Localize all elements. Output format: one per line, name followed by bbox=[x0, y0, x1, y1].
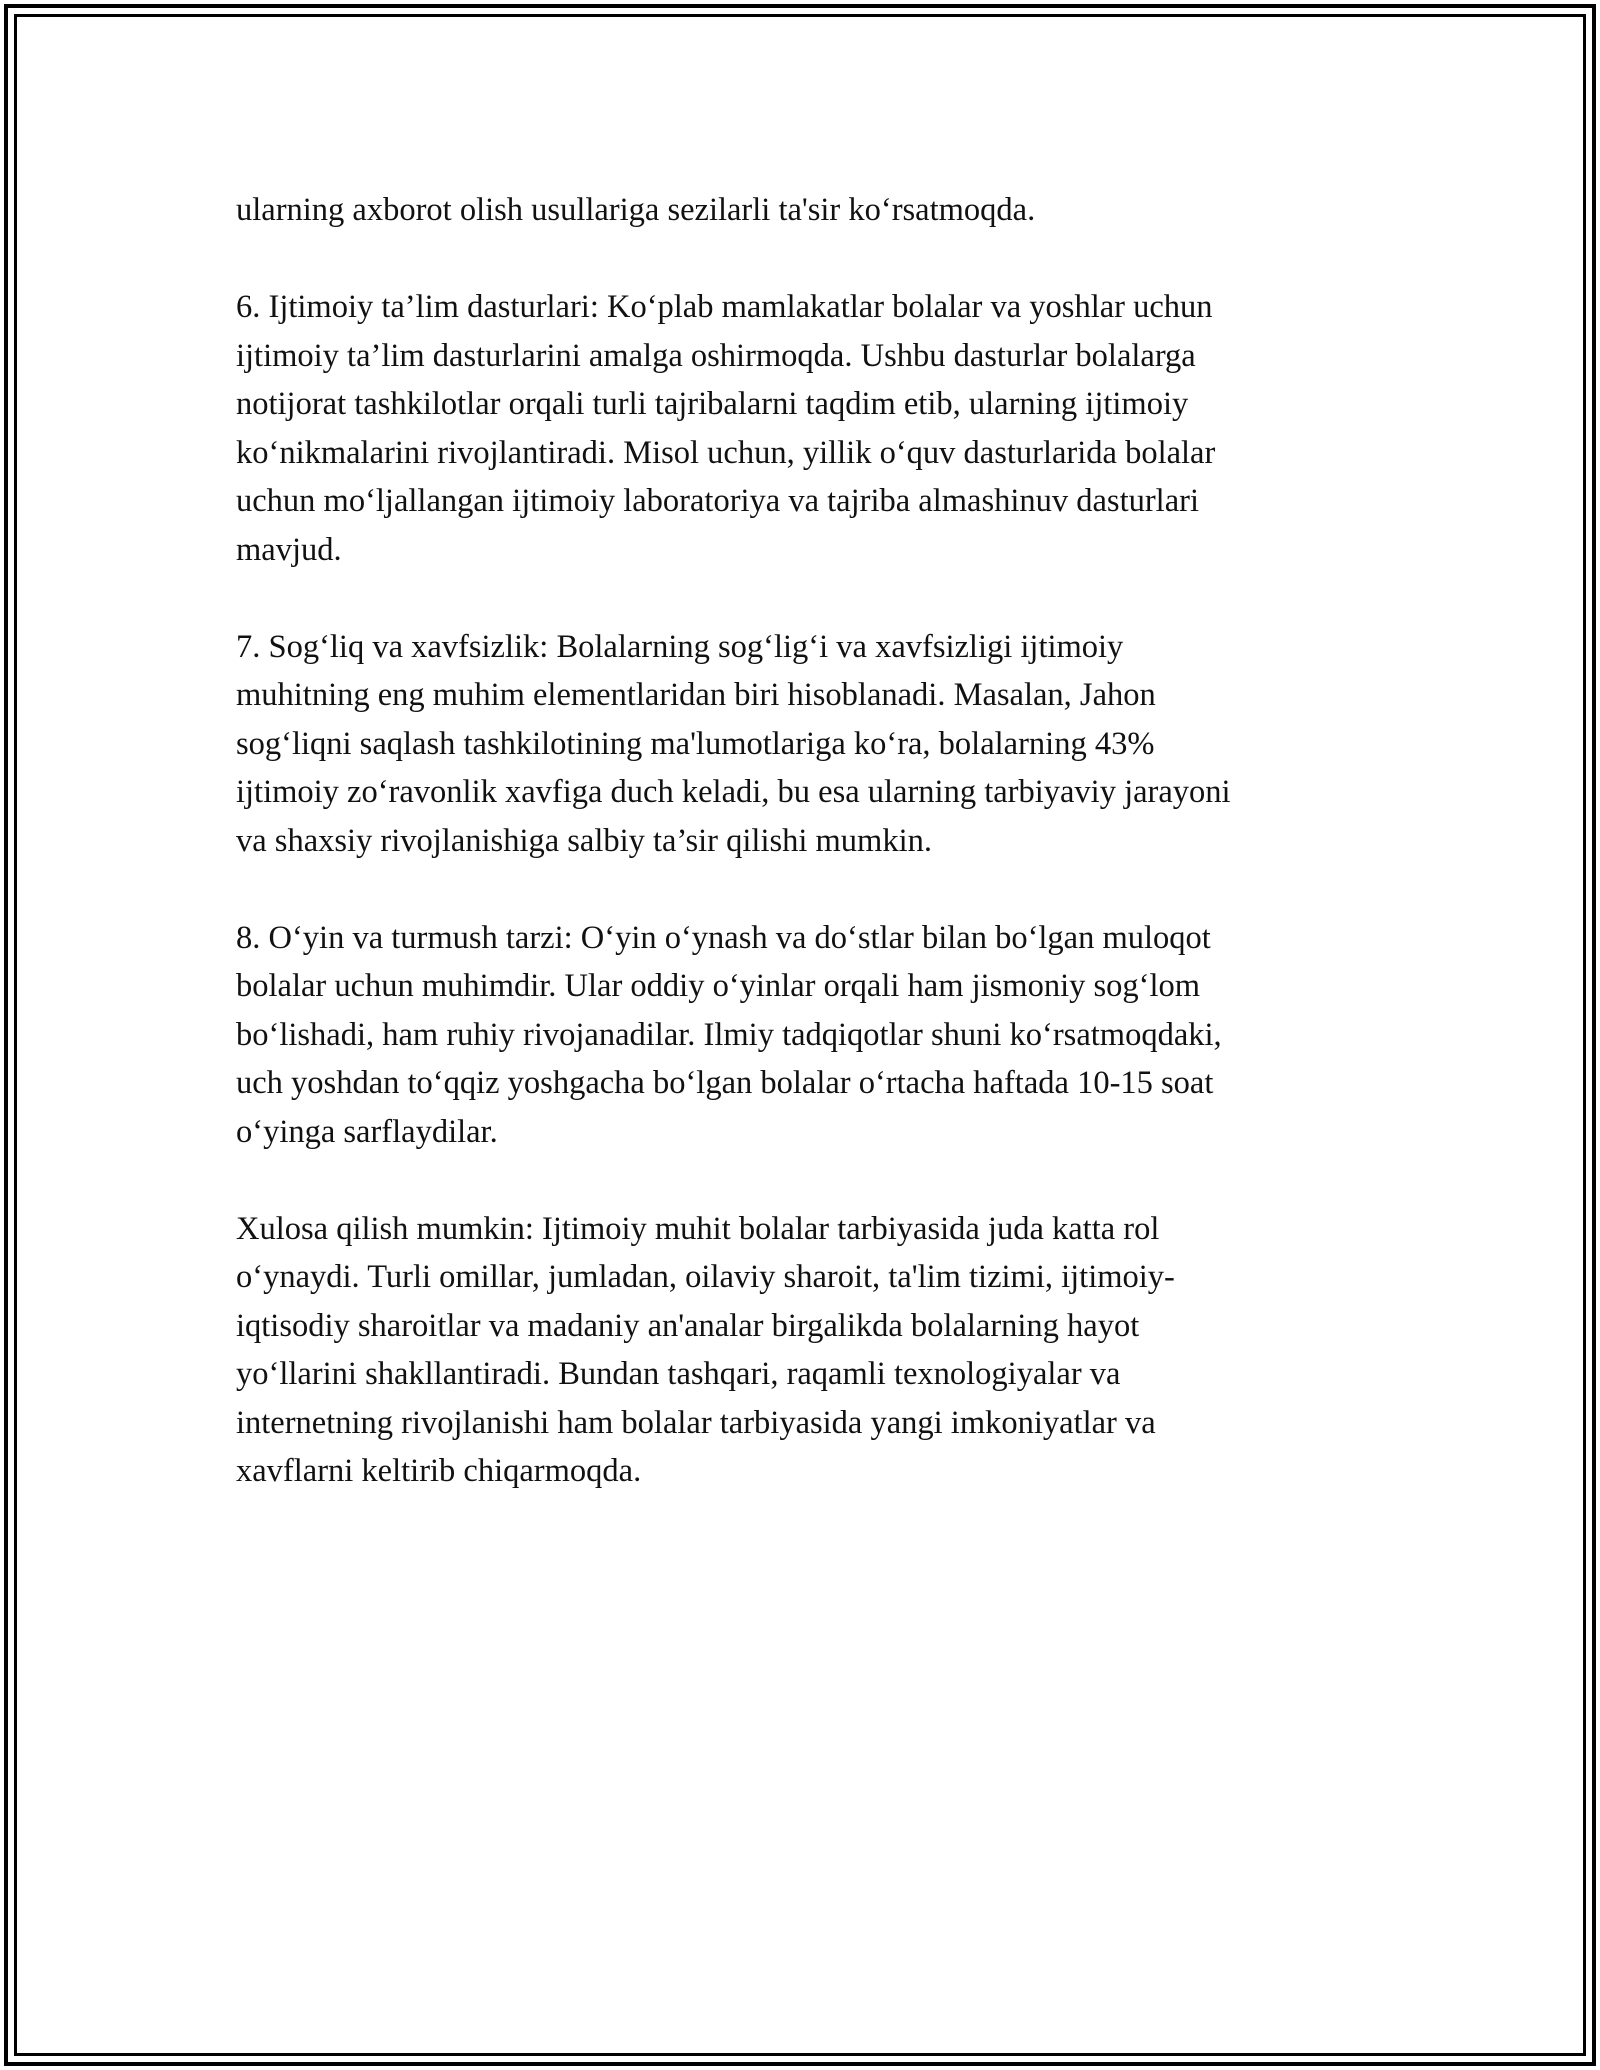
paragraph-conclusion: Xulosa qilish mumkin: Ijtimoiy muhit bolalar tarbiyasida juda katta rol oʻynaydi. Turli omillar, jumladan, oilaviy sharoit, ta'lim tizimi, ijtimoiy- iqtisodiy sharoitlar va madaniy an'analar birgalikda bolalarning hayot yoʻllarini shakllantiradi. Bundan tashqari, raqamli texnologiyalar va internetning rivojlanishi ham bolalar tarbiyasida yangi imkoniyatlar va xavflarni keltirib chiqarmoqda. bbox=[236, 1210, 1175, 1489]
paragraph-social-education-programs: 6. Ijtimoiy ta’lim dasturlari: Koʻplab mamlakatlar bolalar va yoshlar uchun ijtimoiy ta’lim dasturlarini amalga oshirmoqda. Ushbu dasturlar bolalarga notijorat tashkilotlar orqali turli tajribalarni taqdim etib, ularning ijtimoiy koʻnikmalarini rivojlantiradi. Misol uchun, yillik oʻquv dasturlarida bolalar uchun moʻljallangan ijtimoiy laboratoriya va tajriba almashinuv dasturlari mavjud. bbox=[236, 289, 1216, 568]
paragraph-play-and-lifestyle: 8. Oʻyin va turmush tarzi: Oʻyin oʻynash va doʻstlar bilan boʻlgan muloqot bolalar uchun muhimdir. Ular oddiy oʻyinlar orqali ham jismoniy sogʻlom boʻlishadi, ham ruhiy rivojanadilar. Ilmiy tadqiqotlar shuni koʻrsatmoqdaki, uch yoshdan toʻqqiz yoshgacha boʻlgan bolalar oʻrtacha haftada 10-15 soat oʻyinga sarflaydilar. bbox=[236, 919, 1222, 1150]
paragraph-continuation: ularning axborot olish usullariga sezilarli ta'sir koʻrsatmoqda. bbox=[236, 192, 1036, 228]
document-body bbox=[236, 186, 1366, 1496]
paragraph-health-and-safety: 7. Sogʻliq va xavfsizlik: Bolalarning sogʻligʻi va xavfsizligi ijtimoiy muhitning eng muhim elementlaridan biri hisoblanadi. Masalan, Jahon sogʻliqni saqlash tashkilotining ma'lumotlariga koʻra, bolalarning 43% ijtimoiy zoʻravonlik xavfiga duch keladi, bu esa ularning tarbiyaviy jarayoni va shaxsiy rivojlanishiga salbiy ta’sir qilishi mumkin. bbox=[236, 628, 1231, 859]
